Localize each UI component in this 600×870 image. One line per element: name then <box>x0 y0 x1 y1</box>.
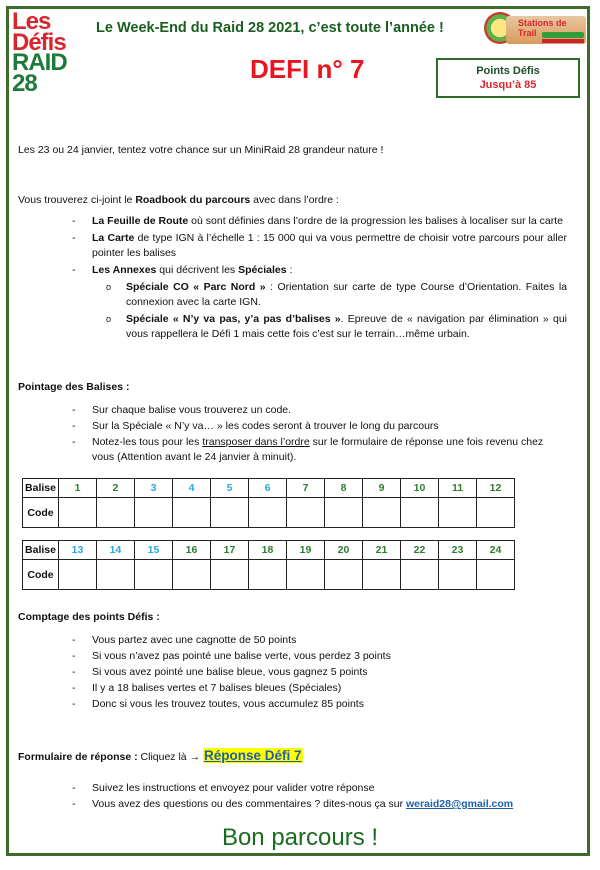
list-item <box>72 435 567 465</box>
code-label: Code <box>23 498 59 528</box>
balise-number: 11 <box>439 479 477 498</box>
text: : <box>286 264 293 276</box>
balise-number: 2 <box>97 479 135 498</box>
code-cell[interactable] <box>173 498 211 528</box>
list-item: - Suivez les instructions et envoyez pour valider votre réponse <box>72 781 567 796</box>
balise-number: 10 <box>401 479 439 498</box>
roadbook-intro <box>18 193 339 208</box>
list-item: - Si vous n’avez pas pointé une balise verte, vous perdez 3 points <box>72 649 567 664</box>
code-cell[interactable] <box>135 498 173 528</box>
text: sur le formulaire de réponse une fois revenu chez vous (Attention avant le 24 janvier à minuit). <box>92 436 544 463</box>
stations-de-trail-logo <box>484 10 588 50</box>
balise-number: 12 <box>477 479 515 498</box>
comptage-list <box>72 633 567 712</box>
text: Spéciale « N’y va pas, y’a pas d’balises » <box>126 313 341 325</box>
closing-text: Bon parcours ! <box>221 824 379 851</box>
code-cell[interactable] <box>173 560 211 590</box>
code-cell[interactable] <box>401 498 439 528</box>
text: qui décrivent les <box>156 264 239 276</box>
text: Cliquez là → <box>137 751 203 763</box>
code-cell[interactable] <box>249 498 287 528</box>
balise-number: 13 <box>59 541 97 560</box>
code-cell[interactable] <box>439 498 477 528</box>
list-item: - Il y a 18 balises vertes et 7 balises bleues (Spéciales) <box>72 681 567 696</box>
code-cell[interactable] <box>477 498 515 528</box>
balise-label: Balise <box>23 479 59 498</box>
code-cell[interactable] <box>363 498 401 528</box>
list-item <box>72 231 567 261</box>
code-cell[interactable] <box>211 498 249 528</box>
text: : Orientation sur carte de type Course d’Orientation. Faites la connexion avec la carte IGN. <box>126 281 567 308</box>
text: Vous avez des questions ou des commentaires ? dites-nous ça sur <box>92 798 407 810</box>
code-cell[interactable] <box>287 560 325 590</box>
formulaire-list <box>72 781 567 812</box>
code-cell[interactable] <box>401 560 439 590</box>
code-cell[interactable] <box>211 560 249 590</box>
text: avec dans l’ordre : <box>250 194 339 206</box>
logo-line: 28 <box>12 69 37 97</box>
sub-list-item <box>72 312 567 342</box>
balise-number: 17 <box>211 541 249 560</box>
code-cell[interactable] <box>97 560 135 590</box>
roadbook-list <box>72 214 567 342</box>
balise-number: 24 <box>477 541 515 560</box>
balise-number: 14 <box>97 541 135 560</box>
pointage-list <box>72 403 567 465</box>
pointage-heading: Pointage des Balises : <box>18 381 130 393</box>
text: La Feuille de Route <box>92 215 189 227</box>
text: . Epreuve de « navigation par élimination » qui vous rappellera le Défi 1 mais cette fois c’est sur le terrain…même urbain. <box>126 313 567 340</box>
logo-line: RAID <box>12 49 67 77</box>
balise-label: Balise <box>23 541 59 560</box>
list-item: - Vous partez avec une cagnotte de 50 points <box>72 633 567 648</box>
logo-line: Les <box>12 8 51 35</box>
balise-number: 4 <box>173 479 211 498</box>
text: où sont définies dans l’ordre de la progression les balises à localiser sur la carte <box>188 215 563 227</box>
logo-line: Défis <box>12 28 66 56</box>
text: Roadbook du parcours <box>135 194 251 206</box>
code-cell[interactable] <box>325 498 363 528</box>
points-value: Jusqu’à 85 <box>479 79 537 91</box>
text: Notez-les tous pour les <box>92 436 203 448</box>
banner-strip <box>542 32 584 38</box>
list-item <box>72 214 567 229</box>
code-cell[interactable] <box>135 560 173 590</box>
intro-text: Les 23 ou 24 janvier, tentez votre chance sur un MiniRaid 28 grandeur nature ! <box>18 144 384 156</box>
code-cell[interactable] <box>325 560 363 590</box>
list-item <box>72 797 567 812</box>
points-box <box>436 58 580 98</box>
page-title: DEFI n° 7 <box>250 54 365 84</box>
sub-list-item <box>72 280 567 310</box>
list-item: - Sur la Spéciale « N’y va… » les codes seront à trouver le long du parcours <box>72 419 567 434</box>
sponsor-name: Stations de Trail <box>518 18 567 38</box>
formulaire-label: Formulaire de réponse : <box>18 751 138 763</box>
balise-number: 6 <box>249 479 287 498</box>
balise-number: 22 <box>401 541 439 560</box>
code-cell[interactable] <box>59 498 97 528</box>
les-defis-raid28-logo <box>12 8 74 97</box>
banner-strip <box>542 39 584 43</box>
list-item <box>72 263 567 278</box>
list-item: - Si vous avez pointé une balise bleue, vous gagnez 5 points <box>72 665 567 680</box>
balise-number: 18 <box>249 541 287 560</box>
email-link[interactable]: weraid28@gmail.com <box>406 798 514 810</box>
code-cell[interactable] <box>439 560 477 590</box>
code-cell[interactable] <box>97 498 135 528</box>
balise-number: 1 <box>59 479 97 498</box>
reponse-defi-link[interactable]: Réponse Défi 7 <box>203 748 302 763</box>
balise-table-1 <box>22 478 515 528</box>
code-cell[interactable] <box>287 498 325 528</box>
text: de type IGN à l’échelle 1 : 15 000 qui va vous permettre de choisir votre parcours pour aller pointer les balises <box>92 232 568 259</box>
text: Les Annexes <box>92 264 157 276</box>
balise-number: 3 <box>135 479 173 498</box>
balise-number: 8 <box>325 479 363 498</box>
text: Spéciales <box>238 264 287 276</box>
balise-number: 23 <box>439 541 477 560</box>
balise-number: 15 <box>135 541 173 560</box>
code-cell[interactable] <box>249 560 287 590</box>
points-label: Points Défis <box>476 65 540 77</box>
balise-number: 19 <box>287 541 325 560</box>
balise-number: 5 <box>211 479 249 498</box>
formulaire-line <box>18 748 303 765</box>
text: La Carte <box>92 232 135 244</box>
sponsor-banner <box>506 16 586 44</box>
balise-number: 7 <box>287 479 325 498</box>
balise-number: 16 <box>173 541 211 560</box>
comptage-heading: Comptage des points Défis : <box>18 611 160 623</box>
underlined-text: transposer dans l’ordre <box>202 436 310 448</box>
text: Spéciale CO « Parc Nord » <box>126 281 266 293</box>
balise-number: 20 <box>325 541 363 560</box>
balise-number: 9 <box>363 479 401 498</box>
balise-table-2 <box>22 540 515 590</box>
list-item: - Sur chaque balise vous trouverez un code. <box>72 403 567 418</box>
code-cell[interactable] <box>363 560 401 590</box>
balise-number: 21 <box>363 541 401 560</box>
code-cell[interactable] <box>477 560 515 590</box>
list-item: - Donc si vous les trouvez toutes, vous accumulez 85 points <box>72 697 567 712</box>
tagline: Le Week-End du Raid 28 2021, c’est toute l’année ! <box>96 20 444 36</box>
text: Vous trouverez ci-joint le <box>18 194 136 206</box>
code-label: Code <box>23 560 59 590</box>
code-cell[interactable] <box>59 560 97 590</box>
